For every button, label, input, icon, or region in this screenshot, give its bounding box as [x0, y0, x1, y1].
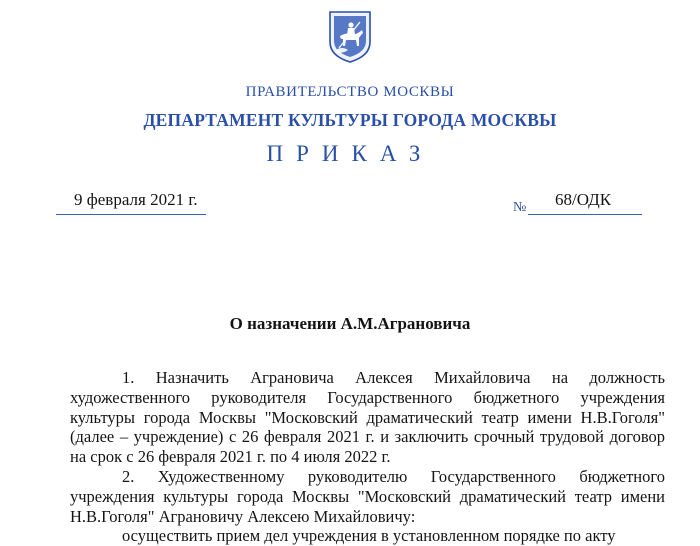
- number-sign: №: [513, 200, 527, 215]
- paragraph-1: 1. Назначить Аграновича Алексея Михайловича на должность художественного руководителя Государственного бюджетного учреждения культуры города Москвы "Московский драматический театр имени Н.В.Гоголя" (далее – учреждение) с 26 февраля 2021 г. и заключить срочный трудовой договор на срок с 26 февраля 2021 г. по 4 июля 2022 г.: [70, 368, 665, 467]
- order-number: 68/ОДК: [555, 190, 612, 209]
- paragraph-2-item: осуществить прием дел учреждения в установленном порядке по акту: [122, 526, 616, 546]
- moscow-coat-of-arms-icon: [326, 8, 374, 64]
- government-name: ПРАВИТЕЛЬСТВО МОСКВЫ: [245, 84, 455, 100]
- date-underline: [56, 214, 206, 215]
- department-name: ДЕПАРТАМЕНТ КУЛЬТУРЫ ГОРОДА МОСКВЫ: [143, 110, 557, 130]
- order-subject: О назначении А.М.Аграновича: [229, 314, 471, 333]
- document-type-title: ПРИКАЗ: [266, 141, 434, 166]
- paragraph-2: 2. Художественному руководителю Государственного бюджетного учреждения культуры города Москвы "Московский драматический театр имени Н.В.Гоголя" Аграновичу Алексею Михайловичу:: [70, 466, 665, 526]
- order-date: 9 февраля 2021 г.: [74, 190, 198, 209]
- number-underline: [528, 214, 642, 215]
- order-body: [70, 368, 665, 546]
